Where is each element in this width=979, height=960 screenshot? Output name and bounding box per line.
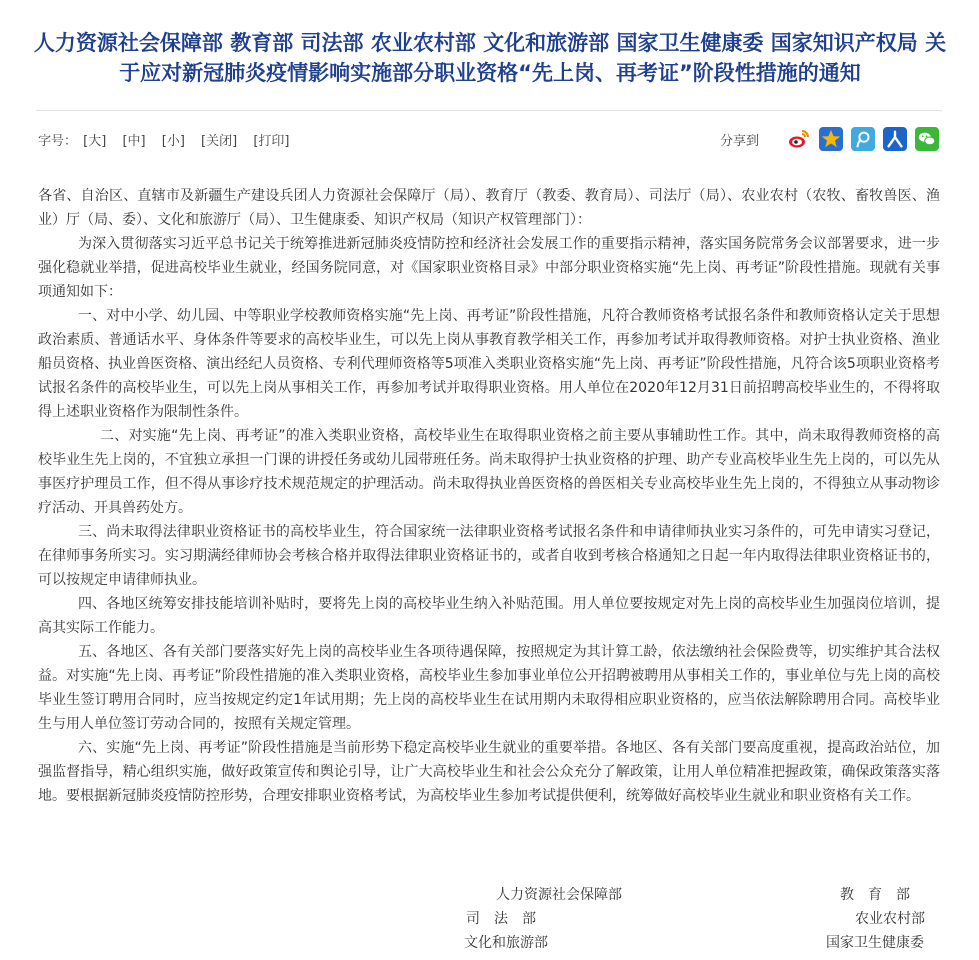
- paragraph-1: 一、对中小学、幼儿园、中等职业学校教师资格实施“先上岗、再考证”阶段性措施，凡符合教师资格考试报名条件和教师资格认定关于思想政治素质、普通话水平、身体条件等要求的高校毕业生，可以先上岗从事教育教学相关工作，再参加考试并取得教师资格。对护士执业资格、渔业船员资格、执业兽医资格、演出经纪人员资格、专利代理师资格等5项准入类职业资格实施“先上岗、再考证”阶段性措施，凡符合该5项职业资格考试报名条件的高校毕业生，可以先上岗从事相关工作，再参加考试并取得职业资格。用人单位在2020年12月31日前招聘高校毕业生的，不得将取得上述职业资格作为限制性条件。: [38, 308, 940, 420]
- qzone-icon[interactable]: [819, 127, 843, 151]
- signature-education: 教 育 部: [840, 887, 910, 903]
- paragraph-3: 三、尚未取得法律职业资格证书的高校毕业生，符合国家统一法律职业资格考试报名条件和申请律师执业实习条件的，可先申请实习登记，在律师事务所实习。实习期满经律师协会考核合格并取得法律职业资格证书的，或者自收到考核合格通知之日起一年内取得法律职业资格证书的，可以按规定申请律师执业。: [38, 524, 940, 588]
- people-icon[interactable]: [883, 127, 907, 151]
- font-size-label: 字号：: [38, 134, 78, 149]
- paragraph-intro: 为深入贯彻落实习近平总书记关于统筹推进新冠肺炎疫情防控和经济社会发展工作的重要指示精神，落实国务院常务会议部署要求，进一步强化稳就业举措，促进高校毕业生就业，经国务院同意，对《国家职业资格目录》中部分职业资格实施“先上岗、再考证”阶段性措施。现就有关事项通知如下：: [38, 236, 940, 300]
- signature-hrss: 人力资源社会保障部: [496, 887, 622, 903]
- font-size-toolbar: [38, 130, 302, 149]
- weibo-icon[interactable]: [787, 127, 811, 151]
- article-body: [38, 184, 940, 808]
- font-medium-button[interactable]: [中]: [122, 134, 146, 149]
- tencent-weibo-icon[interactable]: [851, 127, 875, 151]
- signature-justice: 司 法 部: [466, 911, 536, 927]
- font-large-button[interactable]: [大]: [83, 134, 107, 149]
- share-bar: [720, 127, 939, 151]
- page-title: 人力资源社会保障部 教育部 司法部 农业农村部 文化和旅游部 国家卫生健康委 国家知识产权局 关于应对新冠肺炎疫情影响实施部分职业资格“先上岗、再考证”阶段性措施的通知: [33, 31, 947, 85]
- signature-culture-tourism: 文化和旅游部: [464, 935, 548, 951]
- paragraph-6: 六、实施“先上岗、再考证”阶段性措施是当前形势下稳定高校毕业生就业的重要举措。各地区、各有关部门要高度重视，提高政治站位，加强监督指导，精心组织实施，做好政策宣传和舆论引导，让广大高校毕业生和社会公众充分了解政策，让用人单位精准把握政策，确保政策落实落地。要根据新冠肺炎疫情防控形势，合理安排职业资格考试，为高校毕业生参加考试提供便利，统筹做好高校毕业生就业和职业资格有关工作。: [38, 740, 940, 804]
- wechat-icon[interactable]: [915, 127, 939, 151]
- font-small-button[interactable]: [小]: [161, 134, 185, 149]
- close-button[interactable]: [关闭]: [201, 134, 238, 149]
- salutation: 各省、自治区、直辖市及新疆生产建设兵团人力资源社会保障厅（局）、教育厅（教委、教育局）、司法厅（局）、农业农村（农牧、畜牧兽医、渔业）厅（局、委）、文化和旅游厅（局）、卫生健康委、知识产权局（知识产权管理部门）：: [38, 188, 940, 228]
- paragraph-4: 四、各地区统筹安排技能培训补贴时，要将先上岗的高校毕业生纳入补贴范围。用人单位要按规定对先上岗的高校毕业生加强岗位培训，提高其实际工作能力。: [38, 596, 940, 636]
- print-button[interactable]: [打印]: [253, 134, 290, 149]
- signature-health: 国家卫生健康委: [826, 935, 924, 951]
- paragraph-5: 五、各地区、各有关部门要落实好先上岗的高校毕业生各项待遇保障，按照规定为其计算工龄，依法缴纳社会保险费等，切实维护其合法权益。对实施“先上岗、再考证”阶段性措施的准入类职业资格，高校毕业生参加事业单位公开招聘被聘用从事相关工作的，事业单位与先上岗的高校毕业生签订聘用合同时，应当按规定约定1年试用期；先上岗的高校毕业生在试用期内未取得相应职业资格的，应当依法解除聘用合同。高校毕业生与用人单位签订劳动合同的，按照有关规定管理。: [38, 644, 940, 732]
- signature-agriculture: 农业农村部: [855, 911, 925, 927]
- share-label: 分享到: [719, 133, 759, 149]
- paragraph-2: 二、对实施“先上岗、再考证”的准入类职业资格，高校毕业生在取得职业资格之前主要从事辅助性工作。其中，尚未取得教师资格的高校毕业生先上岗的，不宜独立承担一门课的讲授任务或幼儿园带班任务。尚未取得护士执业资格的护理、助产专业高校毕业生先上岗的，可以先从事医疗护理员工作，但不得从事诊疗技术规范规定的护理活动。尚未取得执业兽医资格的兽医相关专业高校毕业生先上岗的，不得独立从事动物诊疗活动、开具兽药处方。: [38, 428, 940, 516]
- title-divider: [36, 110, 942, 111]
